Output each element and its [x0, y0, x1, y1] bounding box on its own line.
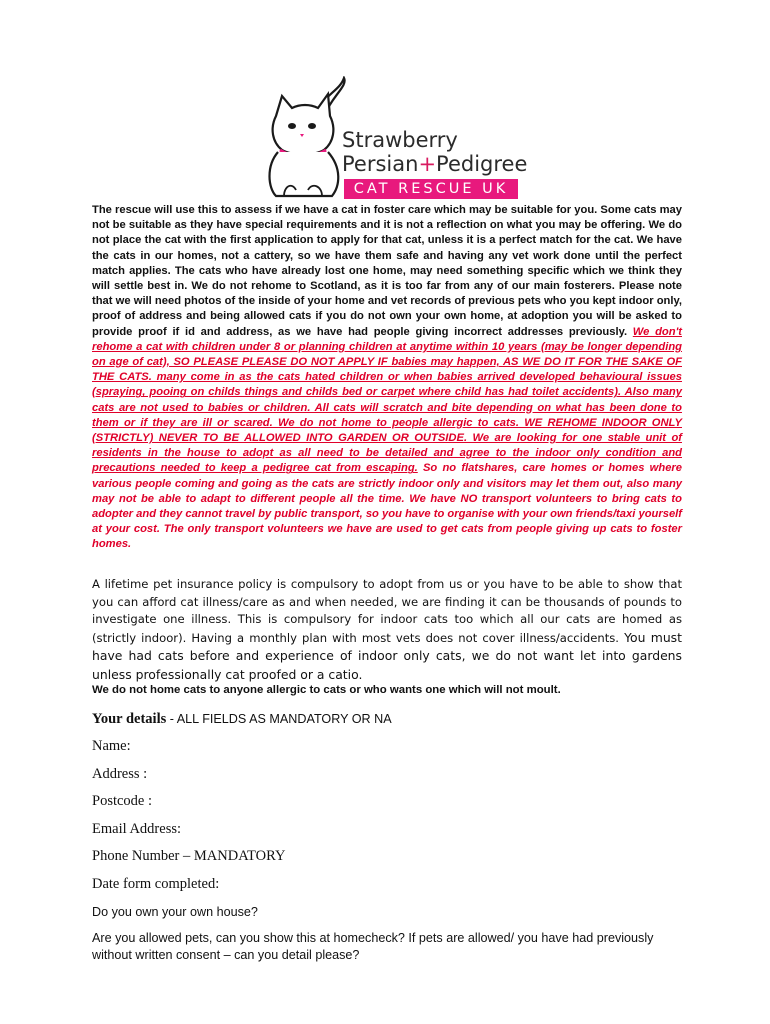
logo-line-strawberry: Strawberry [342, 128, 458, 152]
field-date-completed: Date form completed: [92, 876, 220, 892]
logo-word-pedigree: Pedigree [436, 152, 528, 176]
field-name: Name: [92, 738, 131, 754]
field-phone: Phone Number – MANDATORY [92, 848, 286, 864]
rescue-logo [262, 76, 528, 200]
field-email: Email Address: [92, 821, 182, 837]
logo-line-persian-pedigree [342, 152, 527, 176]
allergy-note: We do not home cats to anyone allergic to cats or who wants one which will not moult. [92, 684, 561, 696]
intro-text: The rescue will use this to assess if we have a cat in foster care which may be suitable for you. Some cats may not be suitable as they have special requirements and it is not a reflection on what you may be offering. We do not place the cat with the first application to apply for that cat, unless it is a perfect match for the cat. We have the cats in our homes, not a cattery, so we have them safe and having any vet work done until the perfect match applies. The cats who have already lost one home, may need something specific which we think they will settle best in. We do not rehome to Scotland, as it is too far from any of our main fosterers. Please note that we will need photos of the inside of your home and vet records of previous pets who you kept indoor only, proof of address and being allowed cats if you do not own your own home, at adoption you will be asked to provide proof if id and address, as we have had people giving incorrect addresses previously. [92, 204, 682, 338]
logo-plus: + [418, 152, 437, 176]
insurance-paragraph [92, 576, 682, 684]
field-address: Address : [92, 766, 148, 782]
intro-paragraph [92, 203, 682, 553]
persian-cat-logo-icon [262, 76, 346, 200]
question-own-house: Do you own your own house? [92, 905, 258, 919]
question-pets-allowed: Are you allowed pets, can you show this at homecheck? If pets are allowed/ you have had previously without written consent – can you detail please? [92, 931, 654, 962]
section-title: Your details [92, 711, 167, 727]
section-subtitle: - ALL FIELDS AS MANDATORY OR NA [166, 712, 392, 726]
insurance-text: A lifetime pet insurance policy is compulsory to adopt from us or you have to be able to show that you can afford cat illness/care as and when needed, we are finding it can be thousands of pounds to investigate one illness. This is compulsory for indoor cats too which all our cats are homed as (strictly indoor). Having a monthly plan with most vets does not cover illness/accidents. [92, 577, 682, 645]
logo-word-persian: Persian [342, 152, 419, 176]
intro-warning-italic: So no flatshares, care homes or homes where various people coming and going as the cats are strictly indoor only and visitors may let them out, also many may not be able to adapt to different people all the time. We have NO transport volunteers to bring cats to adopter and they cannot travel by public transport, so you have to organise with your own friends/taxi yourself at your cost. The only transport volunteers we have are used to get cats from people giving up cats to foster homes. [92, 462, 682, 551]
intro-warning-underlined: We don't rehome a cat with children under 8 or planning children at anytime within 10 years (may be longer depending on age of cat), SO PLEASE PLEASE DO NOT APPLY IF babies may happen, AS WE DO IT FOR THE SAKE OF THE CATS. many come in as the cats hated children or when babies arrived developed behavioural issues (spraying, pooing on childs things and childs bed or carpet where child has had toilet accidents). Also many cats are not used to babies or children. All cats will scratch and bite depending on what has been done to them or if they are ill or scared. We do not home to people allergic to cats. WE REHOME INDOOR ONLY (STRICTLY) NEVER TO BE ALLOWED INTO GARDEN OR OUTSIDE. We are looking for one stable unit of residents in the house to adopt as all need to be detailed and agree to the indoor only condition and precautions needed to keep a pedigree cat from escaping. [92, 325, 682, 475]
your-details-heading [92, 711, 392, 728]
experience-text: You must have had cats before and experience of indoor only cats, we do not want let into gardens unless professionally cat proofed or a catio. [92, 629, 682, 682]
field-postcode: Postcode : [92, 793, 153, 809]
logo-cat-rescue-uk-banner: CAT RESCUE UK [344, 179, 518, 199]
